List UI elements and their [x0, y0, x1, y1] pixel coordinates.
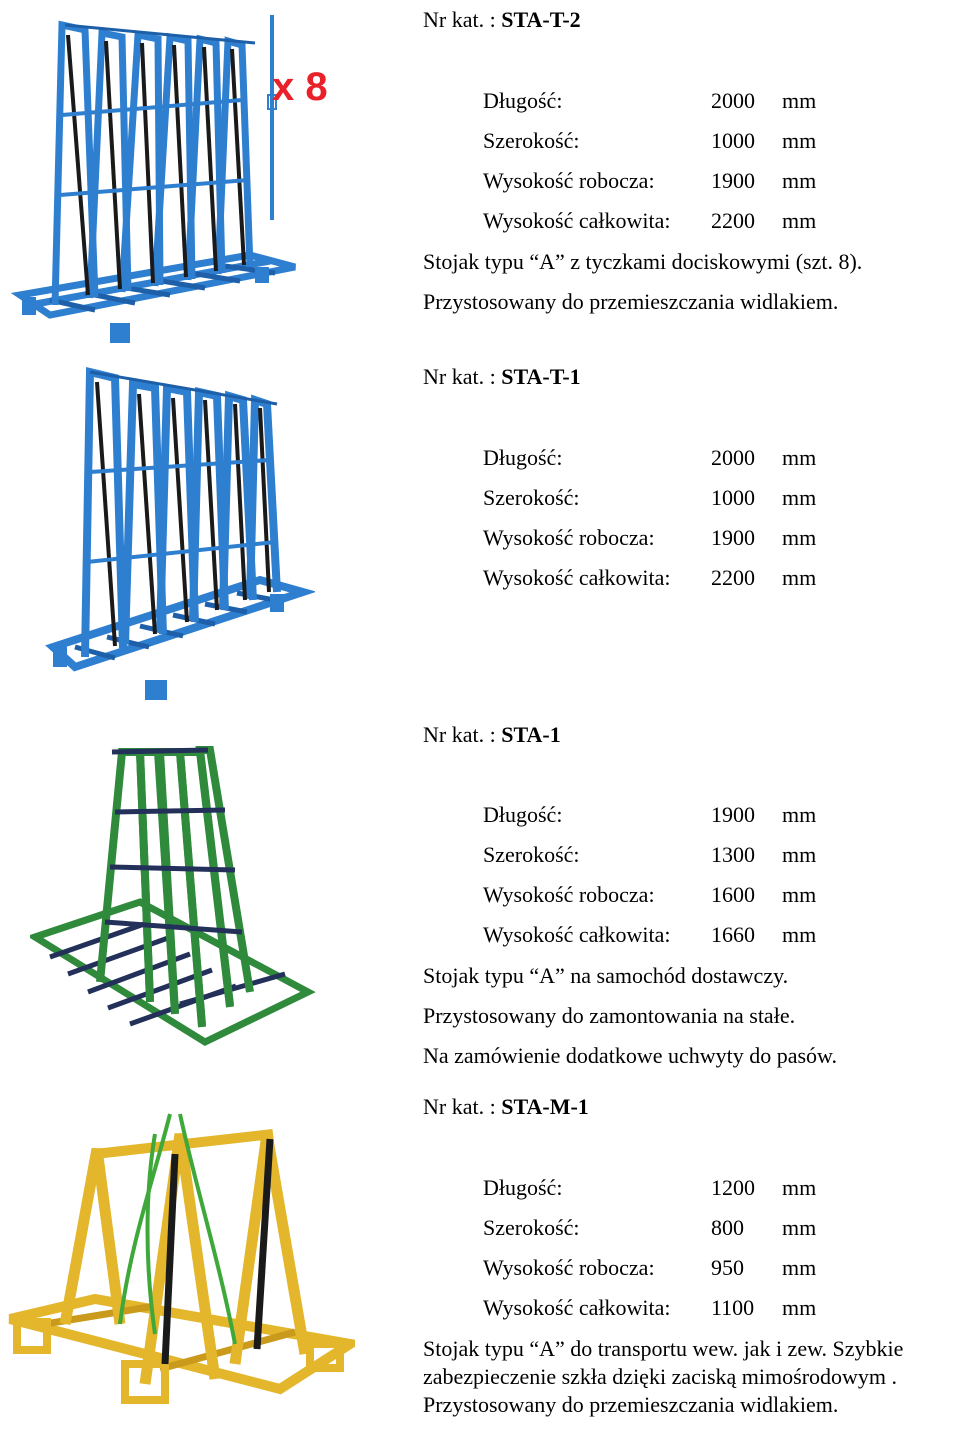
product-sta-t-1: [0, 357, 960, 712]
spec-label: Wysokość całkowita:: [483, 565, 671, 590]
product-sta-t-2: [0, 0, 960, 350]
product-sta-1: [0, 714, 960, 1094]
spec-label: Długość:: [483, 802, 563, 827]
spec-unit: mm: [782, 208, 817, 233]
rack-sta-m-1-image: [5, 1094, 355, 1424]
catalog-number: [423, 364, 581, 390]
spec-label: Szerokość:: [483, 1215, 580, 1240]
description-paragraph: Stojak typu “A” do transportu wew. jak i zew. Szybkie zabezpieczenie szkła dzięki zaciską mimośrodowym . Przystosowany do przemieszczania widlakiem.: [423, 1336, 904, 1417]
spec-value: 1100: [711, 1295, 755, 1320]
spec-value: 950: [711, 1255, 744, 1280]
spec-label: Wysokość całkowita:: [483, 922, 671, 947]
spec-unit: mm: [782, 88, 817, 113]
rack-sta-1-image: [30, 742, 320, 1047]
spec-unit: mm: [782, 128, 817, 153]
spec-value: 1900: [711, 802, 755, 827]
product-sta-m-1: [0, 1086, 960, 1429]
spec-unit: mm: [782, 168, 817, 193]
spec-unit: mm: [782, 1255, 817, 1280]
catalog-number: [423, 1094, 589, 1120]
spec-unit: mm: [782, 882, 817, 907]
catalog-code: STA-M-1: [501, 1094, 589, 1119]
spec-value: 1660: [711, 922, 755, 947]
spec-value: 1200: [711, 1175, 755, 1200]
spec-label: Wysokość robocza:: [483, 882, 655, 907]
catalog-code: STA-T-1: [501, 364, 581, 389]
spec-value: 2200: [711, 208, 755, 233]
catalog-code: STA-T-2: [501, 7, 581, 32]
spec-value: 1900: [711, 525, 755, 550]
spec-unit: mm: [782, 922, 817, 947]
spec-unit: mm: [782, 1215, 817, 1240]
spec-label: Wysokość całkowita:: [483, 208, 671, 233]
spec-value: 1000: [711, 485, 755, 510]
spec-label: Szerokość:: [483, 842, 580, 867]
spec-value: 2000: [711, 445, 755, 470]
spec-unit: mm: [782, 842, 817, 867]
spec-value: 1300: [711, 842, 755, 867]
spec-unit: mm: [782, 445, 817, 470]
spec-unit: mm: [782, 1175, 817, 1200]
description-line: Stojak typu “A” na samochód dostawczy.: [423, 963, 789, 988]
spec-label: Długość:: [483, 445, 563, 470]
description-line: Przystosowany do zamontowania na stałe.: [423, 1003, 796, 1028]
spec-label: Wysokość robocza:: [483, 525, 655, 550]
spec-label: Szerokość:: [483, 485, 580, 510]
spec-label: Długość:: [483, 88, 563, 113]
description-line: Na zamówienie dodatkowe uchwyty do pasów.: [423, 1043, 838, 1068]
catalog-prefix: Nr kat. :: [423, 7, 502, 32]
spec-label: Długość:: [483, 1175, 563, 1200]
rack-sta-t-1-image: [45, 362, 315, 707]
description-line: Stojak typu “A” z tyczkami dociskowymi (szt. 8).: [423, 249, 863, 274]
spec-value: 1000: [711, 128, 755, 153]
spec-unit: mm: [782, 565, 817, 590]
spec-unit: mm: [782, 485, 817, 510]
spec-label: Wysokość robocza:: [483, 168, 655, 193]
spec-label: Szerokość:: [483, 128, 580, 153]
spec-label: Wysokość całkowita:: [483, 1295, 671, 1320]
description-line: Przystosowany do przemieszczania widlakiem.: [423, 289, 839, 314]
spec-unit: mm: [782, 802, 817, 827]
spec-unit: mm: [782, 525, 817, 550]
catalog-code: STA-1: [501, 722, 561, 747]
catalog-prefix: Nr kat. :: [423, 722, 502, 747]
catalog-number: [423, 722, 561, 748]
catalog-prefix: Nr kat. :: [423, 1094, 502, 1119]
spec-value: 2000: [711, 88, 755, 113]
spec-value: 1900: [711, 168, 755, 193]
quantity-badge: x 8: [272, 65, 328, 109]
catalog-number: [423, 7, 581, 33]
spec-value: 2200: [711, 565, 755, 590]
spec-value: 1600: [711, 882, 755, 907]
rack-sta-t-2-image: [10, 5, 340, 350]
spec-unit: mm: [782, 1295, 817, 1320]
spec-label: Wysokość robocza:: [483, 1255, 655, 1280]
spec-value: 800: [711, 1215, 744, 1240]
catalog-prefix: Nr kat. :: [423, 364, 502, 389]
